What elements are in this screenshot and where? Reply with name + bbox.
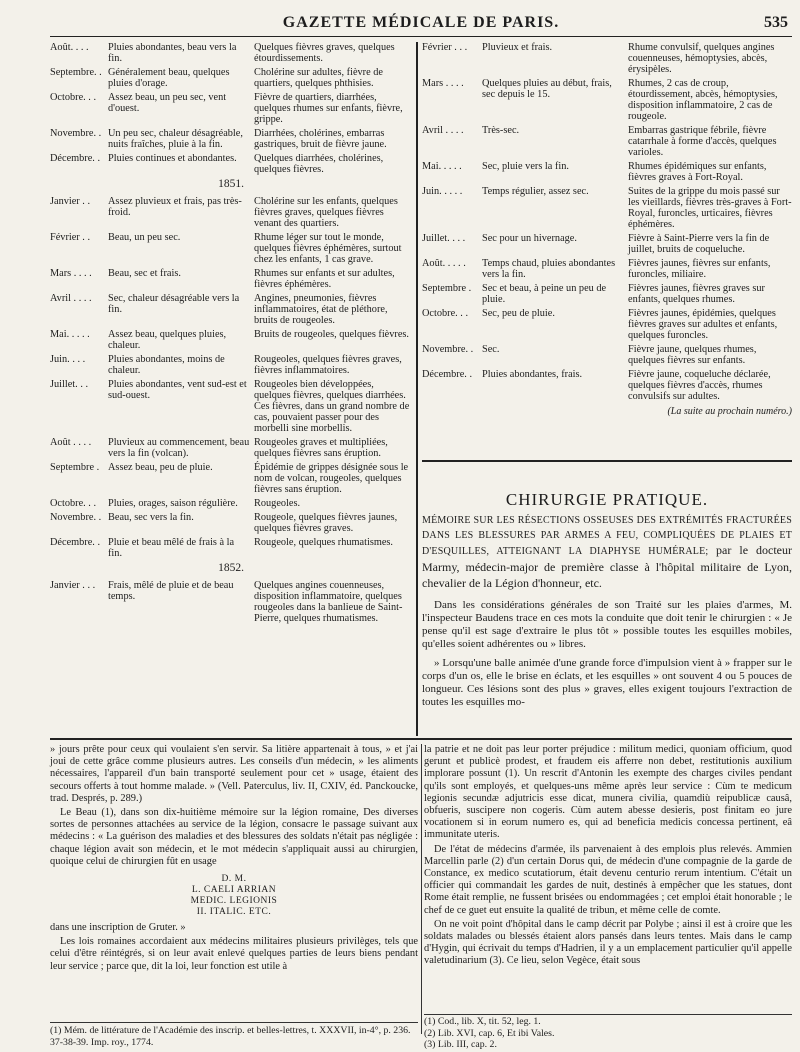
paragraph: Les lois romaines accordaient aux médecins militaires plusieurs privilèges, tels que celui d'être réintégrés, si on leur avait enlevé quelques parties de leurs biens pendant leur service ; parce que, dit la loi, leur fonction est utile à <box>50 936 418 972</box>
disease-cell: Rougeole, quelques fièvres jaunes, quelques fièvres graves. <box>254 512 398 534</box>
month-cell: Juillet. . . <box>50 379 89 390</box>
table-row <box>422 283 792 305</box>
continued-note: (La suite au prochain numéro.) <box>667 406 792 417</box>
table-row <box>50 512 412 534</box>
weather-cell: Temps chaud, pluies abondantes vers la fin. <box>482 258 616 280</box>
weather-cell: Assez beau, quelques pluies, chaleur. <box>108 329 227 351</box>
table-row <box>422 42 792 75</box>
disease-cell: Fièvre jaune, quelques rhumes, quelques fièvres sur enfants. <box>628 344 757 366</box>
weather-cell: Temps régulier, assez sec. <box>482 186 589 197</box>
disease-cell: Cholérine sur adultes, fièvre de quartiers, quelques phthisies. <box>254 67 383 89</box>
column-divider <box>416 42 418 736</box>
year-heading-1852: 1852. <box>218 562 244 574</box>
month-cell: Novembre. . <box>422 344 474 355</box>
weather-cell: Assez beau, un peu sec, vent d'ouest. <box>108 92 227 114</box>
paragraph: » Lorsqu'une balle animée d'une grande force d'impulsion vient à » frapper sur le corps d'un os, elle le brise en éclats, et les esquilles » ont souvent 4 ou 5 pouces de longueur. Ces lésions sont des plus » graves, elles exigent toujours l'extraction de toutes les esquilles mo- <box>422 656 792 708</box>
disease-cell: Rougeoles, quelques fièvres graves, fièvres inflammatoires. <box>254 354 402 376</box>
weather-cell: Pluies abondantes, vent sud-est et sud-ouest. <box>108 379 247 401</box>
month-cell: Juin. . . . <box>50 354 86 365</box>
weather-cell: Sec et beau, à peine un peu de pluie. <box>482 283 607 305</box>
weather-cell: Pluies abondantes, beau vers la fin. <box>108 42 237 64</box>
weather-table-left <box>50 42 412 627</box>
table-row <box>50 462 412 495</box>
table-row <box>50 580 412 624</box>
table-row <box>50 293 412 326</box>
chirurgie-section <box>422 482 792 709</box>
lower-right-column <box>424 744 792 970</box>
section-rule <box>422 460 792 462</box>
disease-cell: Angines, pneumonies, fièvres inflammatoires, état de pléthore, bruits de rougeoles. <box>254 293 388 326</box>
weather-cell: Assez pluvieux et frais, pas très-froid. <box>108 196 242 218</box>
disease-cell: Rhume convulsif, quelques angines couenneuses, hémoptysies, abcès, érysipèles. <box>628 42 775 75</box>
table-row <box>50 498 412 509</box>
disease-cell: Embarras gastrique fébrile, fièvre catarrhale à forme d'accès, quelques varioles. <box>628 125 777 158</box>
weather-cell: Pluies, orages, saison régulière. <box>108 498 238 509</box>
month-cell: Septembre . <box>50 462 100 473</box>
month-cell: Décembre. . <box>422 369 473 380</box>
month-cell: Février . . <box>50 232 91 243</box>
footnote-rule-left <box>50 1022 418 1023</box>
weather-cell: Frais, mêlé de pluie et de beau temps. <box>108 580 234 602</box>
month-cell: Avril . . . . <box>422 125 464 136</box>
table-row <box>50 232 412 265</box>
inscription-line: II. ITALIC. ETC. <box>196 907 272 918</box>
inscription-line: D. M. <box>221 874 247 885</box>
table-row <box>422 369 792 402</box>
weather-cell: Quelques pluies au début, frais, sec depuis le 15. <box>482 78 612 100</box>
month-cell: Novembre. . <box>50 128 102 139</box>
table-row <box>422 308 792 341</box>
month-cell: Août. . . . <box>50 42 89 53</box>
paragraph: la patrie et ne doit pas leur porter préjudice : militum medici, quoniam officium, quod gerunt et publicè prodest, et fraudem eis afferre non debet, restitutionis auxilium implorare possunt (1). Un rescrit d'Antonin les exempte des charges civiles pendant qu'ils sont employés, et quelques-uns même après leur service : Cùm te medicum legionis secundæ adjutricis esse dicat, munera civilia, quamdiù reipublicæ causâ, obfueris, suscipere non cogeris. Cùm autem abesse desieris, post finitam eo jure vocationem si in eorum numero es, qui ad beneficia medicis concessa pertinent, eâ immunitate uteris. <box>424 744 792 841</box>
month-cell: Août . . . . <box>50 437 92 448</box>
month-cell: Janvier . . <box>50 196 91 207</box>
weather-cell: Sec, pluie vers la fin. <box>482 161 569 172</box>
month-cell: Septembre. . <box>50 67 102 78</box>
weather-cell: Un peu sec, chaleur désagréable, nuits fraîches, pluie à la fin. <box>108 128 243 150</box>
disease-cell: Fièvres jaunes, fièvres graves sur enfants, quelques rhumes. <box>628 283 765 305</box>
paragraph: De l'état de médecins d'armée, ils parvenaient à des emplois plus relevés. Ammien Marcellin parle (2) d'un certain Dorus qui, de médecin d'une compagnie de la garde de Constance, ex medico scutatiorum, était devenu centurio rerum intentium. C'était un officier qui commandait les gardes de nuit, destinés à empêcher que les statues, dont Rome était remplie, ne fussent brisées ou endommagées ; cet emploi était honorable ; le chef de ce guet eut ensuite la qualité de tribun, et même celle de comte. <box>424 843 792 916</box>
disease-cell: Fièvre de quartiers, diarrhées, quelques rhumes sur enfants, fièvre, grippe. <box>254 92 403 125</box>
disease-cell: Rougeole, quelques rhumatismes. <box>254 537 393 548</box>
table-row <box>50 354 412 376</box>
section-heading: CHIRURGIE PRATIQUE. <box>505 490 709 509</box>
month-cell: Mai. . . . . <box>50 329 90 340</box>
weather-cell: Beau, un peu sec. <box>108 232 181 243</box>
disease-cell: Quelques diarrhées, cholérines, quelques fièvres. <box>254 153 384 175</box>
table-row <box>422 258 792 280</box>
disease-cell: Cholérine sur les enfants, quelques fièvres graves, quelques fièvres venant des quartiers. <box>254 196 398 229</box>
weather-cell: Assez beau, peu de pluie. <box>108 462 213 473</box>
memoir-title <box>422 514 792 593</box>
table-row <box>50 537 412 559</box>
weather-cell: Pluvieux et frais. <box>482 42 553 53</box>
disease-cell: Fièvre jaune, coqueluche déclarée, quelques fièvres d'accès, rhumes convulsifs sur adultes. <box>628 369 771 402</box>
weather-cell: Sec pour un hivernage. <box>482 233 577 244</box>
lower-column-divider <box>421 744 422 1034</box>
disease-cell: Fièvre à Saint-Pierre vers la fin de juillet, bruits de coqueluche. <box>628 233 770 255</box>
year-heading-1851: 1851. <box>218 178 244 190</box>
month-cell: Avril . . . . <box>50 293 92 304</box>
disease-cell: Rhumes, 2 cas de croup, étourdissement, abcès, hémoptysies, disposition inflammatoire, 2 cas de rougeole. <box>628 78 778 122</box>
disease-cell: Fièvres jaunes, fièvres sur enfants, furoncles, miliaire. <box>628 258 771 280</box>
footnotes-right <box>424 1016 792 1051</box>
table-row <box>50 67 412 89</box>
weather-cell: Pluies abondantes, frais. <box>482 369 583 380</box>
page-header <box>50 10 792 37</box>
month-cell: Octobre. . . <box>50 92 97 103</box>
month-cell: Mars . . . . <box>422 78 464 89</box>
month-cell: Octobre. . . <box>422 308 469 319</box>
month-cell: Septembre . <box>422 283 472 294</box>
month-cell: Mai. . . . . <box>422 161 462 172</box>
inscription-line: L. CAELI ARRIAN <box>191 885 277 896</box>
weather-cell: Sec, chaleur désagréable vers la fin. <box>108 293 240 315</box>
memoir-title-text: MÉMOIRE SUR LES RÉSECTIONS OSSEUSES DES EXTRÉMITÉS FRACTURÉES DANS LES BLESSURES PAR ARMES A FEU, COMPLIQUÉES DE PLAIES ET D'ESQUILLES, ATTEIGNANT LA DIAPHYSE HUMÉRALE; <box>422 515 792 557</box>
month-cell: Mars . . . . <box>50 268 92 279</box>
inscription <box>50 874 418 918</box>
weather-cell: Pluvieux au commencement, beau vers la fin (volcan). <box>108 437 250 459</box>
table-row <box>422 233 792 255</box>
disease-cell: Épidémie de grippes désignée sous le nom de volcan, rougeoles, quelques fièvres sans éruption. <box>254 462 409 495</box>
footnote: (1) Cod., lib. X, tit. 52, leg. 1. <box>424 1016 541 1027</box>
inscription-line: MEDIC. LEGIONIS <box>190 896 278 907</box>
month-cell: Octobre. . . <box>50 498 97 509</box>
disease-cell: Rougeoles bien développées, quelques fièvres, quelques diarrhées. Ces fièvres, dans un grand nombre de cas, pouvaient passer pour des morbelli sine morbellis. <box>254 379 410 434</box>
month-cell: Décembre. . <box>50 153 101 164</box>
disease-cell: Rhumes épidémiques sur enfants, fièvres graves à Fort-Royal. <box>628 161 767 183</box>
table-row <box>50 196 412 229</box>
table-row <box>422 78 792 122</box>
table-row <box>422 186 792 230</box>
footnote-rule-right <box>424 1014 792 1015</box>
disease-cell: Rhume léger sur tout le monde, quelques fièvres éphémères, surtout chez les enfants, 1 cas grave. <box>254 232 402 265</box>
table-row <box>50 437 412 459</box>
disease-cell: Rhumes sur enfants et sur adultes, fièvres éphémères. <box>254 268 395 290</box>
month-cell: Août. . . . . <box>422 258 466 269</box>
disease-cell: Rougeoles graves et multipliées, quelques fièvres sans éruption. <box>254 437 388 459</box>
table-row <box>50 379 412 434</box>
weather-cell: Beau, sec et frais. <box>108 268 181 279</box>
upper-section <box>50 42 792 736</box>
month-cell: Janvier . . . <box>50 580 96 591</box>
lower-left-column <box>50 744 418 975</box>
weather-cell: Très-sec. <box>482 125 520 136</box>
table-row <box>50 128 412 150</box>
paragraph: » jours prête pour ceux qui voulaient s'en servir. Sa litière appartenait à tous, » et j'ai joui de cette grâce comme plusieurs autres. Les conseils d'un médecin, » les aliments nécessaires, l'appareil d'un bain transporté seulement pour cet » usage, étaient des secours offerts à tout homme malade. » (Vell. Paterculus, liv. II, CXIV, éd. Panckoucke, trad. Després, p. 289.) <box>50 744 418 804</box>
month-cell: Février . . . <box>422 42 468 53</box>
footnote-left: (1) Mém. de littérature de l'Académie des inscrip. et belles-lettres, t. XXXVII, in-4°, p. 236. 37-38-39. Imp. roy., 1774. <box>50 1025 411 1048</box>
disease-cell: Quelques angines couenneuses, disposition inflammatoire, quelques rougeoles dans la banlieue de Saint-Pierre, quelques rhumatismes. <box>254 580 403 624</box>
table-row <box>50 329 412 351</box>
journal-title: GAZETTE MÉDICALE DE PARIS. <box>282 14 560 31</box>
month-cell: Décembre. . <box>50 537 101 548</box>
paragraph: Dans les considérations générales de son Traité sur les plaies d'armes, M. l'inspecteur Baudens trace en ces mots la conduite que doit tenir le chirurgien : « Je pense qu'il est sage d'extraire le plus tôt » possible toutes les esquilles mobiles, qu'elles soient adhérentes ou » libres. <box>422 598 792 650</box>
disease-cell: Suites de la grippe du mois passé sur les vieillards, fièvres très-graves à Fort-Royal, furoncles, urticaires, fièvres éphémères. <box>628 186 792 230</box>
weather-cell: Pluie et beau mêlé de frais à la fin. <box>108 537 235 559</box>
paragraph: Le Beau (1), dans son dix-huitième mémoire sur la légion romaine, Des diverses sortes de personnes attachées au service de la légion, consacre le passage suivant aux médecins : « La guérison des maladies et des blessures des soldats n'était pas négligée : chaque légion avait son médecin, et le mot médecin s'appliquait aussi au chirurgien, quoique celui de chirurgien fût en usage <box>50 807 418 867</box>
disease-cell: Rougeoles. <box>254 498 301 509</box>
weather-cell: Généralement beau, quelques pluies d'orage. <box>108 67 230 89</box>
weather-cell: Pluies continues et abondantes. <box>108 153 237 164</box>
paragraph: dans une inscription de Gruter. » <box>50 922 186 934</box>
page-number: 535 <box>764 14 788 31</box>
table-row <box>50 153 412 175</box>
memoir-author: par le docteur Marmy, médecin-major de première classe à l'hôpital militaire de Lyon, chevalier de la Légion d'honneur, etc. <box>422 543 792 590</box>
weather-cell: Sec, peu de pluie. <box>482 308 555 319</box>
paragraph: On ne voit point d'hôpital dans le camp décrit par Polybe ; ainsi il est à croire que les soldats malades ou blessés étaient alors pansés dans leurs tentes. Mais dans le camp d'Hygin, qui écrivait du temps d'Hadrien, il y a un emplacement particulier qu'il appelle valetudinarium (3). Ce lieu, selon Vegèce, était sous <box>424 918 792 967</box>
footnote: (3) Lib. III, cap. 2. <box>424 1039 497 1050</box>
disease-cell: Fièvres jaunes, épidémies, quelques fièvres graves sur adultes et enfants, quelques furoncles. <box>628 308 778 341</box>
table-row <box>50 92 412 125</box>
month-cell: Juin. . . . . <box>422 186 463 197</box>
disease-cell: Quelques fièvres graves, quelques étourdissements. <box>254 42 395 64</box>
lower-section-rule <box>50 738 792 740</box>
disease-cell: Diarrhées, cholérines, embarras gastriques, bruit de fièvre jaune. <box>254 128 387 150</box>
month-cell: Juillet. . . . <box>422 233 466 244</box>
table-row <box>422 161 792 183</box>
table-row <box>422 125 792 158</box>
table-row <box>50 268 412 290</box>
table-row <box>422 344 792 366</box>
month-cell: Novembre. . <box>50 512 102 523</box>
weather-cell: Pluies abondantes, moins de chaleur. <box>108 354 225 376</box>
weather-cell: Sec. <box>482 344 500 355</box>
footnote: (2) Lib. XVI, cap. 6, Et ibi Vales. <box>424 1027 555 1039</box>
table-row <box>50 42 412 64</box>
disease-cell: Bruits de rougeoles, quelques fièvres. <box>254 329 409 340</box>
weather-cell: Beau, sec vers la fin. <box>108 512 194 523</box>
weather-table-right <box>422 42 792 417</box>
